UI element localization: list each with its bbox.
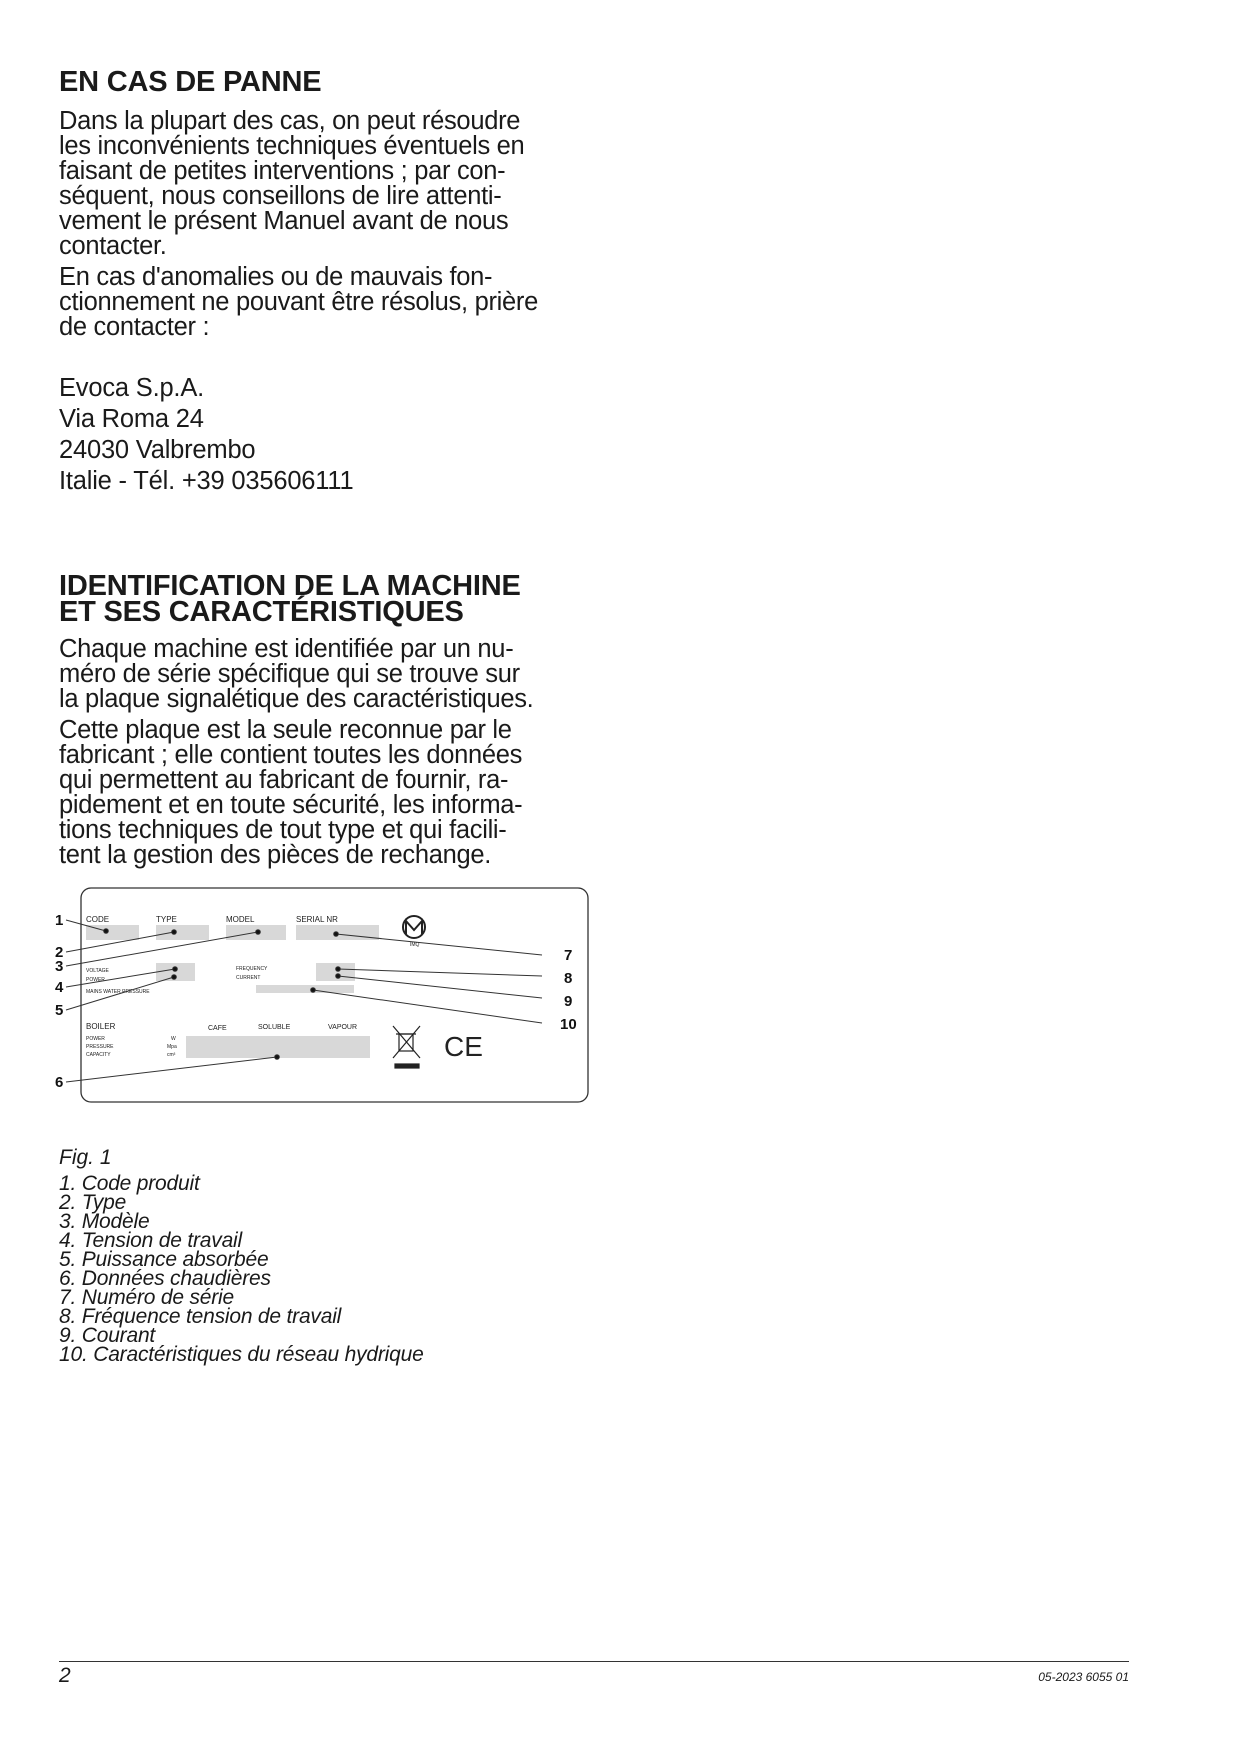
legend-item: 5. Puissance absorbée — [59, 1248, 269, 1271]
footer-divider — [59, 1661, 1129, 1662]
section-title-panne: EN CAS DE PANNE — [59, 66, 322, 98]
legend-item: 6. Données chaudières — [59, 1267, 271, 1290]
plate-label-soluble: SOLUBLE — [258, 1024, 291, 1031]
plate-label-voltage: VOLTAGE — [86, 968, 109, 974]
plate-label-code: CODE — [86, 915, 110, 924]
callout-6: 6 — [55, 1074, 64, 1091]
plate-label-boiler-capacity: CAPACITY — [86, 1052, 111, 1058]
plate-label-power: POWER — [86, 977, 105, 983]
imq-label: IMQ — [410, 942, 420, 948]
paragraph-identification-1: Chaque machine est identifiée par un nu- méro de série spécifique qui se trouve sur la plaque signalétique des caractéristiques. — [59, 635, 534, 713]
paragraph-panne-2: En cas d'anomalies ou de mauvais fon- ctionnement ne pouvant être résolus, prière de contacter : — [59, 263, 538, 341]
manufacturer-address: Evoca S.p.A. Via Roma 24 24030 Valbrembo Italie - Tél. +39 035606111 — [59, 374, 354, 495]
paragraph-panne-1: Dans la plupart des cas, on peut résoudre les inconvénients techniques éventuels en faisant de petites interventions ; par con- séquent, nous conseillons de lire attenti- vement le présent Manuel avant de nous contacter. — [59, 107, 525, 260]
plate-unit-w: W — [171, 1036, 176, 1042]
legend-item: 10. Caractéristiques du réseau hydrique — [59, 1343, 424, 1366]
callout-2: 2 — [55, 944, 64, 961]
callout-10: 10 — [560, 1016, 577, 1033]
page-number: 2 — [59, 1664, 71, 1687]
legend-item: 8. Fréquence tension de travail — [59, 1305, 342, 1328]
plate-label-mains-water-pressure: MAINS WATER PRESSURE — [86, 989, 150, 995]
plate-label-boiler-pressure: PRESSURE — [86, 1044, 114, 1050]
document-reference: 05-2023 6055 01 — [1038, 1670, 1129, 1684]
weee-crossed-bin-icon — [393, 1026, 420, 1068]
legend-item: 1. Code produit — [59, 1172, 200, 1195]
callout-4: 4 — [55, 979, 64, 996]
callout-9: 9 — [564, 993, 573, 1010]
ce-mark-icon: CE — [444, 1031, 483, 1062]
plate-field-frequency-current — [316, 963, 355, 981]
figure-legend — [59, 1174, 424, 1364]
rating-plate-figure — [55, 884, 590, 1106]
plate-label-serial: SERIAL NR — [296, 915, 338, 924]
callout-1: 1 — [55, 912, 64, 929]
plate-unit-cm3: cm³ — [167, 1052, 176, 1058]
legend-item: 3. Modèle — [59, 1210, 150, 1233]
plate-label-vapour: VAPOUR — [328, 1024, 358, 1031]
figure-caption: Fig. 1 — [59, 1146, 112, 1169]
plate-label-boiler: BOILER — [86, 1022, 116, 1031]
plate-label-type: TYPE — [156, 915, 177, 924]
plate-field-type — [156, 925, 209, 940]
callout-3: 3 — [55, 958, 64, 975]
section-title-identification: IDENTIFICATION DE LA MACHINE ET SES CARACTÉRISTIQUES — [59, 570, 521, 628]
plate-field-water-pressure — [256, 985, 354, 993]
legend-item: 4. Tension de travail — [59, 1229, 242, 1252]
legend-item: 9. Courant — [59, 1324, 156, 1347]
paragraph-identification-2: Cette plaque est la seule reconnue par le fabricant ; elle contient toutes les données qui permettent au fabricant de fournir, ra- pidement et en toute sécurité, les informa- tions techniques de tout type et qui facili- tent la gestion des pièces de rechange. — [59, 716, 523, 869]
plate-label-boiler-power: POWER — [86, 1036, 105, 1042]
plate-unit-mpa: Mpa — [167, 1044, 177, 1050]
callout-8: 8 — [564, 970, 573, 987]
legend-item: 2. Type — [59, 1191, 127, 1214]
plate-label-model: MODEL — [226, 915, 255, 924]
callout-5: 5 — [55, 1002, 64, 1019]
plate-label-current: CURRENT — [236, 975, 261, 981]
plate-label-cafe: CAFE — [208, 1025, 227, 1032]
plate-label-frequency: FREQUENCY — [236, 966, 268, 972]
callout-7: 7 — [564, 947, 573, 964]
legend-item: 7. Numéro de série — [59, 1286, 234, 1309]
